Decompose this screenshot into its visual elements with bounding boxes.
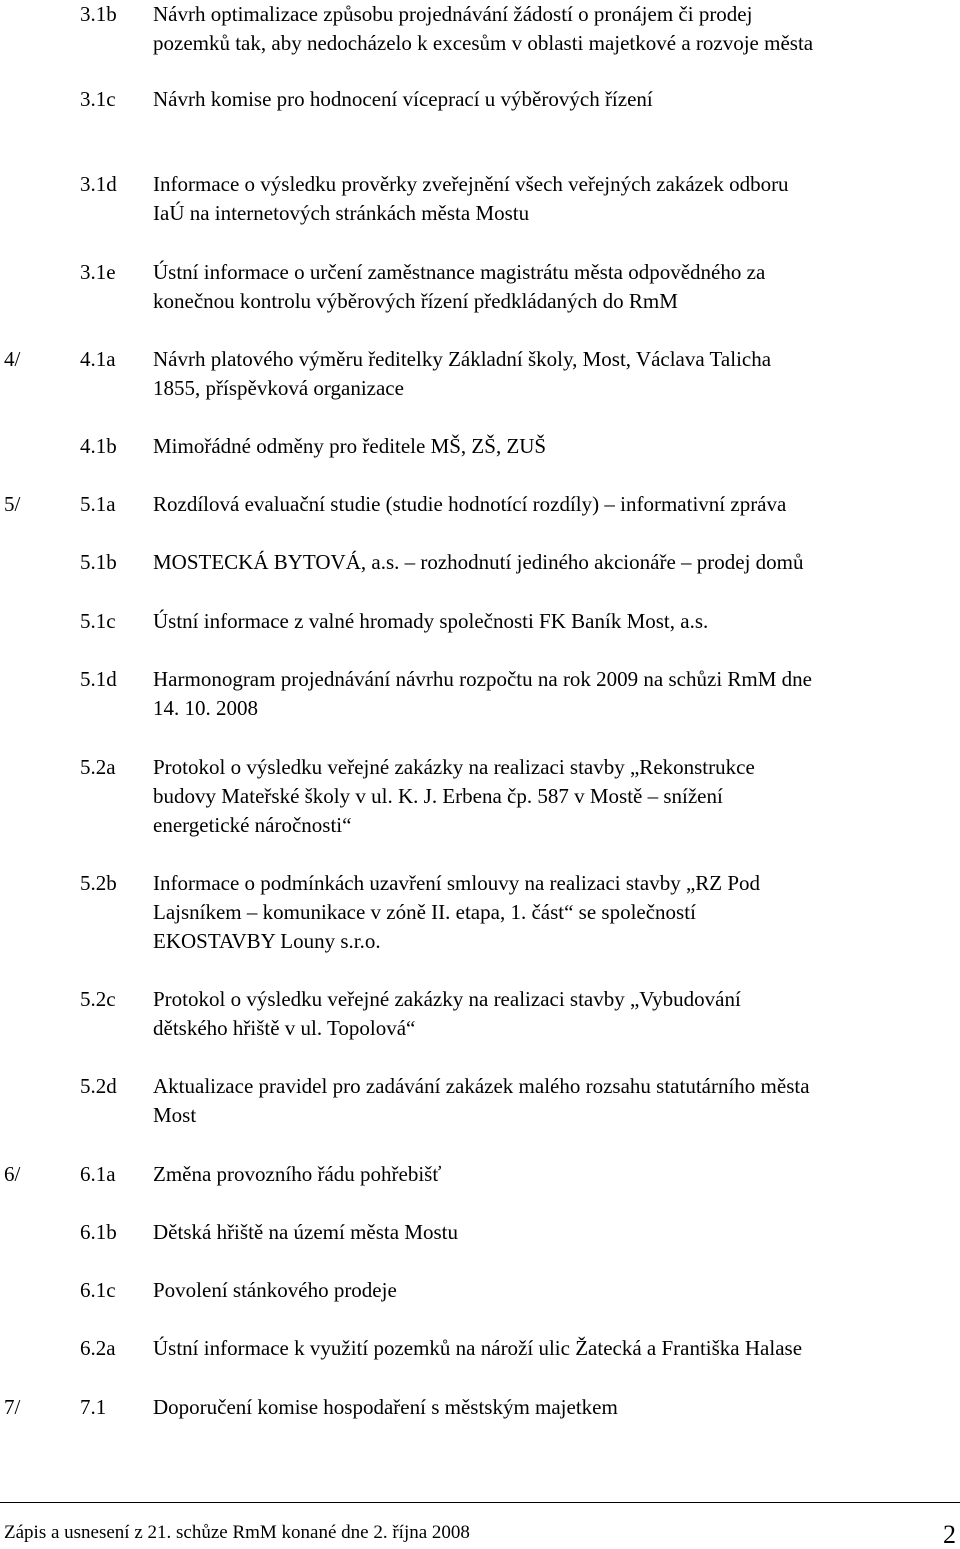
item-text-line: Protokol o výsledku veřejné zakázky na realizaci stavby „Vybudování (153, 987, 741, 1011)
item-number: 6.2a (80, 1336, 116, 1360)
item-text-line: Mimořádné odměny pro ředitele MŠ, ZŠ, ZUŠ (153, 434, 547, 458)
item-text (153, 490, 953, 519)
item-text-line: Povolení stánkového prodeje (153, 1278, 397, 1302)
item-text-line: Ústní informace k využití pozemků na nároží ulic Žatecká a Františka Halase (153, 1336, 803, 1360)
section-number: 5/ (4, 492, 21, 516)
item-text-line: Ústní informace o určení zaměstnance magistrátu města odpovědného za (153, 260, 766, 284)
item-number: 5.1c (80, 609, 116, 633)
item-text-line: IaÚ na internetových stránkách města Mostu (153, 201, 530, 225)
item-text-line: 14. 10. 2008 (153, 696, 258, 720)
item-text (153, 170, 953, 228)
item-text-line: Informace o výsledku prověrky zveřejnění všech veřejných zakázek odboru (153, 172, 789, 196)
item-number: 6.1c (80, 1278, 116, 1302)
item-text-line: budovy Mateřské školy v ul. K. J. Erbena čp. 587 v Mostě – snížení (153, 784, 723, 808)
item-text-line: 1855, příspěvková organizace (153, 376, 404, 400)
item-number: 6.1a (80, 1162, 116, 1186)
item-text (153, 345, 953, 403)
section-number: 7/ (4, 1395, 21, 1419)
item-number: 5.1b (80, 550, 117, 574)
item-text (153, 665, 953, 723)
item-number: 5.2b (80, 871, 117, 895)
item-text (153, 258, 953, 316)
item-text-line: energetické náročnosti“ (153, 813, 352, 837)
item-text-line: Ústní informace z valné hromady společnosti FK Baník Most, a.s. (153, 609, 709, 633)
item-text-line: pozemků tak, aby nedocházelo k excesům v oblasti majetkové a rozvoje města (153, 31, 814, 55)
footer-text: Zápis a usnesení z 21. schůze RmM konané dne 2. října 2008 (4, 1522, 470, 1543)
item-number: 5.2a (80, 755, 116, 779)
item-text (153, 1276, 953, 1305)
item-text (153, 869, 953, 956)
item-number: 5.2c (80, 987, 116, 1011)
item-text-line: Návrh optimalizace způsobu projednávání žádostí o pronájem či prodej (153, 2, 753, 26)
item-number: 3.1c (80, 87, 116, 111)
item-text (153, 1393, 953, 1422)
section-number: 4/ (4, 347, 21, 371)
item-text (153, 0, 953, 58)
page-number: 2 (943, 1520, 956, 1549)
item-text (153, 753, 953, 840)
item-text-line: konečnou kontrolu výběrových řízení předkládaných do RmM (153, 289, 678, 313)
item-number: 3.1d (80, 172, 117, 196)
item-text (153, 85, 953, 114)
item-text (153, 607, 953, 636)
item-text-line: Změna provozního řádu pohřebišť (153, 1162, 442, 1186)
item-number: 6.1b (80, 1220, 117, 1244)
item-text-line: EKOSTAVBY Louny s.r.o. (153, 929, 381, 953)
item-number: 3.1b (80, 2, 117, 26)
item-text-line: Aktualizace pravidel pro zadávání zakázek malého rozsahu statutárního města (153, 1074, 810, 1098)
item-text (153, 432, 953, 461)
item-text (153, 1334, 953, 1363)
item-text-line: Most (153, 1103, 197, 1127)
footer-divider (0, 1502, 960, 1503)
item-text (153, 1072, 953, 1130)
item-text (153, 985, 953, 1043)
item-text-line: Lajsníkem – komunikace v zóně II. etapa, 1. část“ se společností (153, 900, 696, 924)
item-text-line: Informace o podmínkách uzavření smlouvy na realizaci stavby „RZ Pod (153, 871, 761, 895)
item-number: 5.1d (80, 667, 117, 691)
item-text-line: Návrh platového výměru ředitelky Základní školy, Most, Václava Talicha (153, 347, 772, 371)
item-text (153, 548, 953, 577)
item-number: 5.1a (80, 492, 116, 516)
item-text-line: Dětská hřiště na území města Mostu (153, 1220, 459, 1244)
item-text-line: Harmonogram projednávání návrhu rozpočtu na rok 2009 na schůzi RmM dne (153, 667, 812, 691)
section-number: 6/ (4, 1162, 21, 1186)
item-number: 5.2d (80, 1074, 117, 1098)
item-number: 4.1b (80, 434, 117, 458)
item-text-line: Návrh komise pro hodnocení víceprací u výběrových řízení (153, 87, 653, 111)
item-text-line: dětského hřiště v ul. Topolová“ (153, 1016, 416, 1040)
item-text (153, 1218, 953, 1247)
item-number: 7.1 (80, 1395, 107, 1419)
item-number: 3.1e (80, 260, 116, 284)
item-text-line: MOSTECKÁ BYTOVÁ, a.s. – rozhodnutí jediného akcionáře – prodej domů (153, 550, 804, 574)
item-number: 4.1a (80, 347, 116, 371)
item-text-line: Protokol o výsledku veřejné zakázky na realizaci stavby „Rekonstrukce (153, 755, 755, 779)
item-text-line: Rozdílová evaluační studie (studie hodnotící rozdíly) – informativní zpráva (153, 492, 787, 516)
item-text (153, 1160, 953, 1189)
item-text-line: Doporučení komise hospodaření s městským majetkem (153, 1395, 618, 1419)
